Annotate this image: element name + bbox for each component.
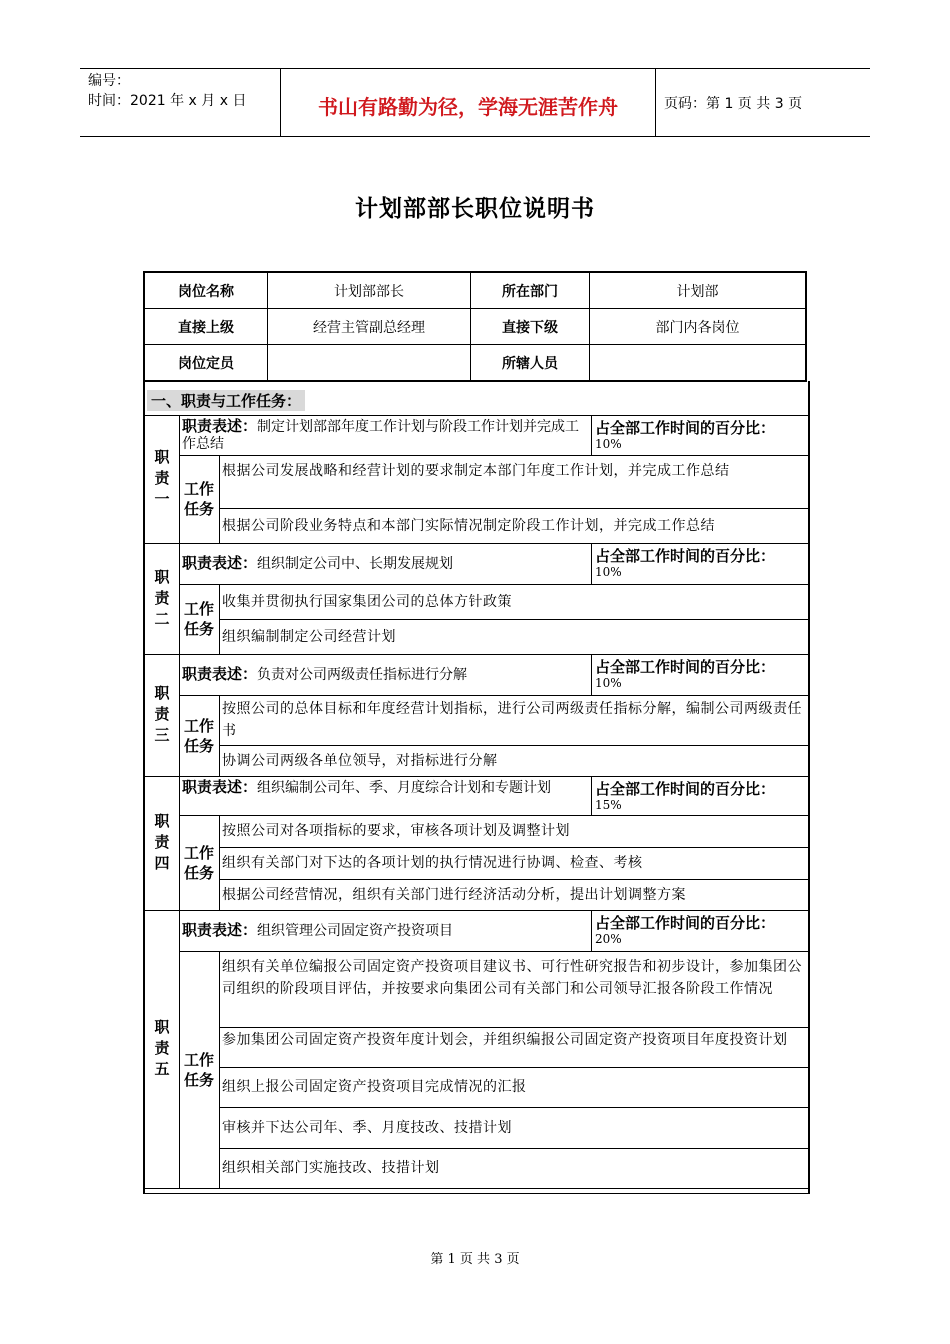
percent-column-line <box>591 776 592 815</box>
description-divider <box>179 815 808 816</box>
percent-column-line <box>591 415 592 455</box>
task-item: 根据公司阶段业务特点和本部门实际情况制定阶段工作计划，并完成工作总结 <box>222 518 715 534</box>
duty-description-label: 职责表述： <box>182 778 258 796</box>
duty-description-text: 负责对公司两级责任指标进行分解 <box>257 667 468 683</box>
task-divider <box>219 508 808 509</box>
superior-label: 直接上级 <box>144 309 268 345</box>
tasks-label: 工作任务 <box>183 716 214 755</box>
page-footer: 第 1 页 共 3 页 <box>430 1252 520 1267</box>
task-item: 组织相关部门实施技改、技措计划 <box>222 1160 440 1176</box>
task-divider <box>219 1107 808 1108</box>
duty-description <box>182 922 588 940</box>
section-heading <box>145 381 808 416</box>
tasks-label: 工作任务 <box>183 480 214 518</box>
headcount-label: 岗位定员 <box>144 345 268 382</box>
task-item: 参加集团公司固定资产投资年度计划会，并组织编报公司固定资产投资项目年度投资计划 <box>222 1032 788 1048</box>
tasks-column-line <box>219 695 220 776</box>
duty-description-text: 组织制定公司中、长期发展规划 <box>257 556 454 572</box>
percent-label: 占全部工作时间的百分比： <box>595 419 776 437</box>
duty-divider <box>145 654 808 655</box>
task-item: 按照公司对各项指标的要求，审核各项计划及调整计划 <box>222 823 570 839</box>
headcount-value <box>268 345 471 382</box>
duty-title: 职 责 四 <box>154 812 170 872</box>
duty-description <box>182 555 588 573</box>
task-item: 根据公司发展战略和经营计划的要求制定本部门年度工作计划，并完成工作总结 <box>222 463 730 479</box>
task-item: 组织有关部门对下达的各项计划的执行情况进行协调、检查、考核 <box>222 855 643 871</box>
duty-description-text: 组织管理公司固定资产投资项目 <box>257 923 454 939</box>
task-item: 组织编制制定公司经营计划 <box>222 629 396 645</box>
duty-divider <box>145 543 808 544</box>
duty-description-text: 制定计划部部年度工作计划与阶段工作计划并完成工作总结 <box>182 419 580 452</box>
subordinate-label: 直接下级 <box>471 309 590 345</box>
tasks-label: 工作任务 <box>183 1050 214 1089</box>
task-item: 组织上报公司固定资产投资项目完成情况的汇报 <box>222 1079 527 1095</box>
percent-column-line <box>591 654 592 695</box>
duty-title: 职 责 二 <box>154 567 170 628</box>
duty-description-text: 组织编制公司年、季、月度综合计划和专题计划 <box>257 780 552 796</box>
tasks-column-line <box>219 815 220 910</box>
task-item: 根据公司经营情况，组织有关部门进行经济活动分析，提出计划调整方案 <box>222 887 686 903</box>
task-item: 组织有关单位编报公司固定资产投资项目建议书、可行性研究报告和初步设计，参加集团公司组织的阶段项目评估，并按要求向集团公司有关部门和公司领导汇报各阶段工作情况 <box>222 959 802 997</box>
percent-label: 占全部工作时间的百分比： <box>595 658 776 676</box>
duty-percent: 20% <box>595 932 622 946</box>
description-divider <box>179 584 808 585</box>
description-divider <box>179 455 808 456</box>
duties-section <box>143 381 810 1194</box>
header-motto: 书山有路勤为径，学海无涯苦作舟 <box>318 95 618 119</box>
percent-column-line <box>591 910 592 951</box>
department-label: 所在部门 <box>471 272 590 309</box>
header-divider <box>655 69 656 136</box>
task-divider <box>219 619 808 620</box>
superior-value: 经营主管副总经理 <box>268 309 471 345</box>
header-page-info: 页码：第 1 页 共 3 页 <box>664 96 803 112</box>
tasks-column-line <box>219 455 220 543</box>
page-header <box>80 68 870 137</box>
task-divider <box>219 1067 808 1068</box>
percent-column-line <box>591 543 592 584</box>
tasks-column-line <box>219 951 220 1188</box>
staff-label: 所辖人员 <box>471 345 590 382</box>
task-divider <box>219 1027 808 1028</box>
duty-description <box>182 666 588 684</box>
duty-title: 职 责 五 <box>154 1018 170 1078</box>
percent-label: 占全部工作时间的百分比： <box>595 914 776 932</box>
duty-divider <box>145 910 808 911</box>
header-meta <box>88 71 246 111</box>
duty-description <box>182 779 588 797</box>
duty-description-label: 职责表述： <box>182 665 258 683</box>
position-name-label: 岗位名称 <box>144 272 268 309</box>
duty-description-label: 职责表述： <box>182 554 258 572</box>
percent-label: 占全部工作时间的百分比： <box>595 547 776 565</box>
duty-percent: 10% <box>595 676 622 690</box>
duty-title: 职 责 一 <box>154 448 170 508</box>
task-divider <box>219 1148 808 1149</box>
task-item: 按照公司的总体目标和年度经营计划指标，进行公司两级责任指标分解，编制公司两级责任书 <box>222 701 802 739</box>
duty-description <box>182 418 588 453</box>
subordinate-value: 部门内各岗位 <box>590 309 807 345</box>
duty-description-label: 职责表述： <box>182 921 258 939</box>
task-item: 协调公司两级各单位领导，对指标进行分解 <box>222 753 498 769</box>
position-info-table <box>143 271 807 382</box>
duty-percent: 10% <box>595 437 622 451</box>
task-divider <box>219 745 808 746</box>
department-value: 计划部 <box>590 272 807 309</box>
section-title: 一、职责与工作任务： <box>147 390 305 411</box>
document-number: 编号： <box>88 73 130 89</box>
task-divider <box>219 879 808 880</box>
duty-percent: 15% <box>595 798 622 812</box>
task-item: 收集并贯彻执行国家集团公司的总体方针政策 <box>222 594 512 610</box>
description-divider <box>179 695 808 696</box>
tasks-label: 工作任务 <box>183 600 214 638</box>
duty-percent: 10% <box>595 565 622 579</box>
duty-divider <box>145 1188 808 1189</box>
position-name-value: 计划部部长 <box>268 272 471 309</box>
document-title: 计划部部长职位说明书 <box>355 196 595 222</box>
staff-value <box>590 345 807 382</box>
duty-title: 职 责 三 <box>154 684 170 744</box>
duty-description-label: 职责表述： <box>182 417 258 435</box>
task-item: 审核并下达公司年、季、月度技改、技措计划 <box>222 1120 512 1136</box>
percent-label: 占全部工作时间的百分比： <box>595 780 776 798</box>
tasks-label: 工作任务 <box>183 843 214 882</box>
document-date: 时间：2021 年 x 月 x 日 <box>88 93 247 109</box>
task-divider <box>219 847 808 848</box>
description-divider <box>179 951 808 952</box>
duty-divider <box>145 776 808 777</box>
header-divider <box>280 69 281 136</box>
